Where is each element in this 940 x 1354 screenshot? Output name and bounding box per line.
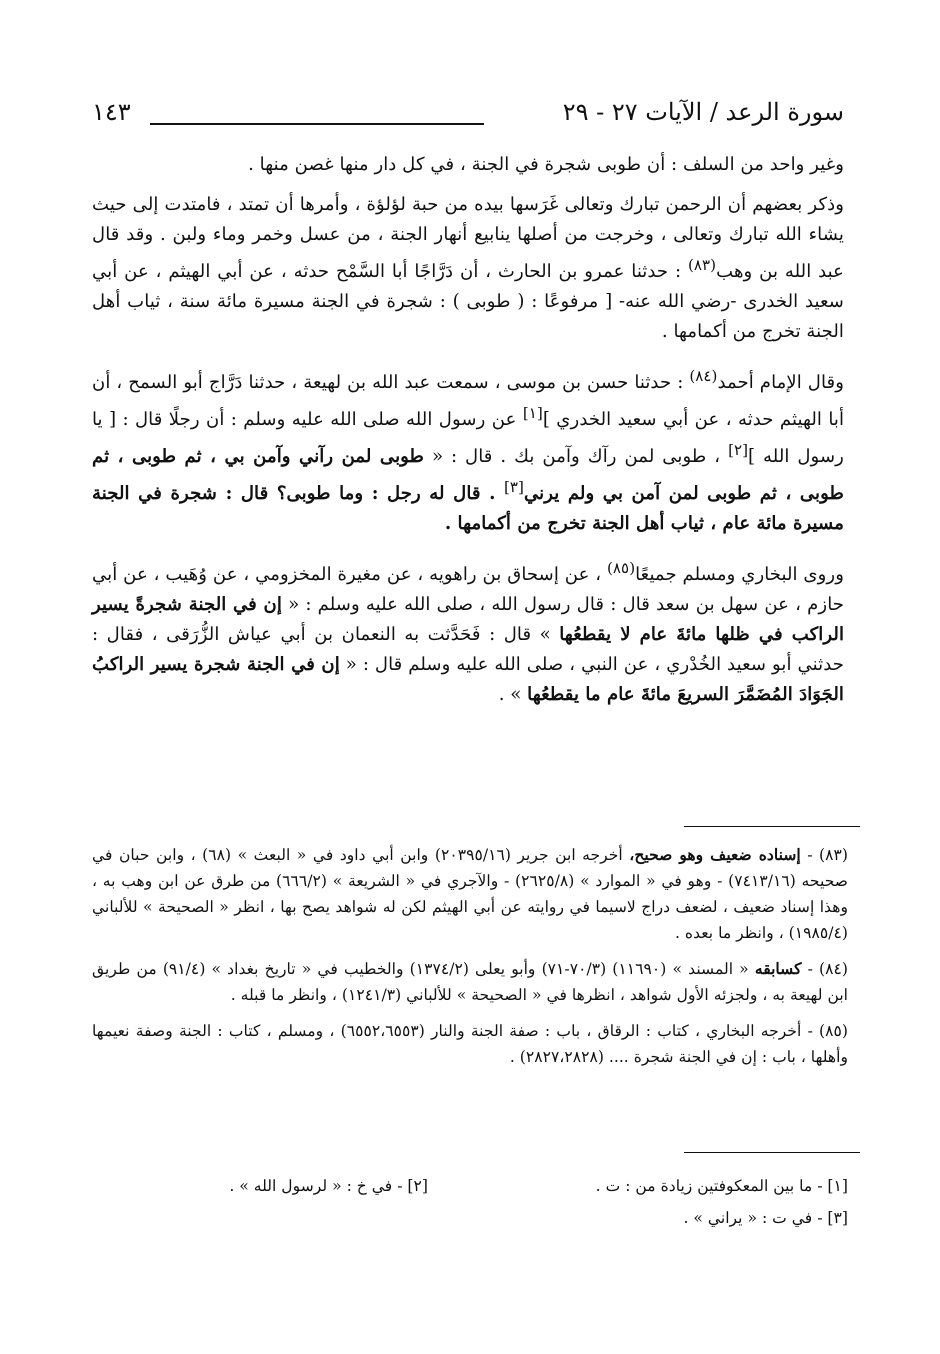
note-reference: (٨٥) (607, 559, 636, 578)
text-segment: ، طوبى لمن رآك وآمن بك . قال : « (424, 446, 729, 468)
variant-note-2: [٢] - في خ : « لرسول الله » . (229, 1177, 428, 1195)
text-segment: عن رسول الله صلى الله عليه وسلم : أن رجلًا قال : [ يا رسول الله ] (92, 409, 844, 468)
running-title: سورة الرعد / الآيات ٢٧ - ٢٩ (562, 98, 844, 126)
text-segment: (٨٥) - أخرجه البخاري ، كتاب : الرقاق ، باب : صفة الجنة والنار (٦٥٥٢،٦٥٥٣) ، ومسلم ، كتاب : الجنة وصفة نعيمها وأهلها ، باب : إن في الجنة شجرة .... (٢٨٢٧،٢٨٢٨) . (92, 1022, 848, 1066)
text-segment: وغير واحد من السلف : أن طوبى شجرة في الجنة ، في كل دار منها غصن منها . (248, 154, 844, 175)
variant-note-1: [١] - ما بين المعكوفتين زيادة من : ت . (595, 1177, 848, 1195)
footnote-84 (92, 956, 848, 1008)
text-segment: » . (498, 684, 528, 706)
text-segment: ، عن إسحاق بن راهويه ، عن مغيرة المخزومي ، عن وُهَيب ، عن أبي حازم ، عن سهل بن سعد قال : قال رسول الله ، صلى الله عليه وسلم : « (92, 564, 844, 616)
footnotes (92, 842, 848, 1080)
footnote-separator (684, 826, 860, 827)
note-reference: [١] (522, 404, 543, 423)
bold-text: قال له رجل : وما طوبى؟ قال : شجرة في الجنة مسيرة مائة عام ، ثياب أهل الجنة تخرج من أكمامها . (92, 483, 844, 535)
header-rule (150, 123, 484, 125)
text-segment: « المسند » (١١٦٩٠) (٧٠/٣-٧١) وأبو يعلى (١٣٧٤/٢) والخطيب في « تاريخ بغداد » (٩١/٤) من طريق ابن لهيعة به ، ولجزئه الأول شواهد ، انظرها في « الصحيحة » للألباني (١٢٤١/٣) ، وانظر ما قبله . (92, 960, 848, 1004)
text-segment: أخرجه ابن جرير (٢٠٣٩٥/١٦) وابن أبي داود في « البعث » (٦٨) ، وابن حبان في صحيحه (٧٤١٣/١٦) - وهو في « الموارد » (٢٦٢٥/٨) - والآجري في « الشريعة » (٦٦٦/٢) من طرق عن ابن وهب به ، وهذا إسناد ضعيف ، لضعف دراج لاسيما في روايته عن أبي الهيثم لكن له شواهد يصح بها ، انظر « الصحيحة » للألباني (١٩٨٥/٤) ، وانظر ما بعده . (92, 846, 849, 942)
page-header (92, 92, 844, 132)
variant-row (92, 1170, 848, 1202)
bold-text: إن في الجنة شجرةً يسير الراكب في ظلها مائةَ عام لا يقطعُها (92, 594, 844, 646)
paragraph (92, 553, 844, 710)
text-segment: وروى البخاري ومسلم جميعًا (635, 564, 845, 586)
bold-text: . (480, 483, 504, 505)
bold-text: كسابقه (754, 959, 802, 978)
text-segment: وذكر بعضهم أن الرحمن تبارك وتعالى غَرَسها بيده من حبة لؤلؤة ، وأمرها أن تمتد ، فامتدت إلى حيث يشاء الله تبارك وتعالى ، وخرجت من أصلها ينابيع أنهار الجنة ، من عسل وخمر وماء ولبن . وقد قال عبد الله بن وهب (92, 194, 844, 283)
text-segment: » قال : فَحَدَّثت به النعمان بن أبي عياش الزُّرَقى ، فقال : حدثني أبو سعيد الخُدْري ، عن النبي ، صلى الله عليه وسلم قال : « (92, 624, 844, 676)
variant-row (92, 1202, 848, 1234)
paragraph (92, 150, 844, 180)
note-reference: (٨٣) (687, 256, 717, 274)
bold-text: إسناده ضعيف وهو صحيح، (629, 845, 801, 864)
text-segment: (٨٣) - (800, 846, 848, 864)
bold-text: طوبى لمن رآني وآمن بي ، ثم طوبى ، ثم طوبى ، ثم طوبى لمن آمن بي ولم يرني (92, 446, 844, 505)
main-text (92, 150, 844, 724)
footnote-85 (92, 1018, 848, 1070)
note-reference: [٣] (503, 478, 524, 497)
note-reference: [٢] (728, 441, 749, 460)
variant-note-3: [٣] - في ت : « يراني » . (683, 1209, 848, 1227)
text-segment: (٨٤) - (801, 960, 848, 978)
paragraph (92, 190, 844, 347)
variant-notes (92, 1170, 848, 1234)
footnote-83 (92, 842, 848, 946)
text-segment: : حدثنا عمرو بن الحارث ، أن دَرَّاجًا أبا السَّمْح حدثه ، عن أبي الهيثم ، عن أبي سعيد الخدرى -رضي الله عنه- [ مرفوعًا : ( طوبى ) : شجرة في الجنة مسيرة مائة سنة ، ثياب أهل الجنة تخرج من أكمامها . (92, 261, 844, 343)
paragraph (92, 361, 844, 539)
variant-notes-separator (684, 1152, 860, 1153)
text-segment: : حدثنا حسن بن موسى ، سمعت عبد الله بن لهيعة ، حدثنا دَرَّاج أبو السمح ، أن أبا الهيثم حدثه ، عن أبي سعيد الخدري ] (92, 372, 845, 431)
page-number: ١٤٣ (92, 98, 131, 126)
note-reference: (٨٤) (689, 367, 718, 386)
bold-text: إن في الجنة شجرة يسير الراكبُ الجَوَادَ المُضَمَّرَ السريعَ مائةَ عام ما يقطعُها (92, 654, 844, 706)
text-segment: وقال الإمام أحمد (717, 372, 845, 394)
